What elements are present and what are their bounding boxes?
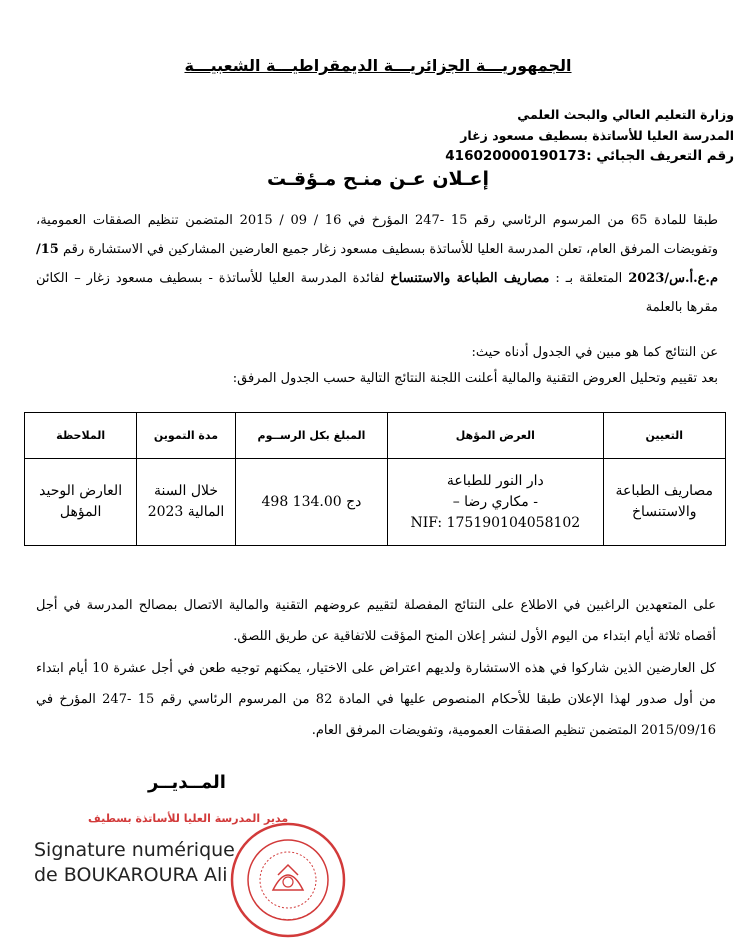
tax-id-line (214, 146, 734, 167)
tax-id-number: 416020000190173 (445, 148, 587, 164)
intro-text-1: طبقا للمادة 65 من المرسوم الرئاسي رقم 15 -247 المؤرخ في 16 / 09 / 2015 المتضمن تنظيم الصفقات العمومية، وتفويضات المرفق العام، تعلن المدرسة العليا للأساتذة بسطيف مسعود زغار جميع العارضين المشاركين في الاستشارة رقم (36, 213, 718, 257)
intro-paragraph (36, 206, 718, 322)
results-intro (36, 340, 718, 392)
header-qualified-offer: العرض المؤهل (388, 413, 603, 459)
institution-header (214, 104, 734, 167)
header-remark: الملاحظة (25, 413, 137, 459)
results-table-header-row (25, 413, 726, 459)
digital-signature (34, 838, 235, 888)
intro-text-2: المتعلقة بـ : (549, 271, 629, 286)
offer-owner: - مكاري رضا – (452, 493, 538, 510)
closing-paragraph-1: على المتعهدين الراغبين في الاطلاع على النتائج المفصلة لتقييم عروضهم التقنية والمالية الاتصال بمصالح المدرسة في أجل أقصاه ثلاثة أيام ابتداء من اليوم الأول لنشر إعلان المنح المؤقت للاتفاقية عن طريق اللصق. (36, 598, 716, 644)
cell-supply-period: خلال السنة المالية 2023 (137, 459, 235, 546)
signature-line-2: de BOUKAROURA Ali (34, 864, 228, 886)
intro-text-3: لفائدة المدرسة العليا للأساتذة - بسطيف مسعود زغار – الكائن مقرها بالعلمة (36, 271, 718, 315)
header-amount: المبلغ بكل الرســوم (235, 413, 387, 459)
results-intro-line-2: بعد تقييم وتحليل العروض التقنية والمالية أعلنت اللجنة النتائج التالية حسب الجدول المرفق: (232, 371, 718, 386)
school-name: المدرسة العليا للأساتذة بسطيف مسعود زغار (460, 128, 734, 143)
cell-designation: مصاريف الطباعة والاستنساخ (603, 459, 725, 546)
consultation-subject: مصاريف الطباعة والاستنساخ (390, 271, 550, 286)
stamp-caption: مدير المدرسة العليا للأساتذة بسطيف (88, 812, 289, 825)
official-seal-icon (228, 820, 348, 940)
closing-paragraph-2: كل العارضين الذين شاركوا في هذه الاستشارة ولديهم اعتراض على الاختيار، يمكنهم توجيه طعن في أجل عشرة 10 أيام ابتداء من أول صدور لهذا الإعلان طبقا للأحكام المنصوص عليها في المادة 82 من المرسوم الرئاسي رقم 15 -247 المؤرخ في 2015/09/16 المتضمن تنظيم الصفقات العمومية، وتفويضات المرفق العام. (36, 661, 716, 738)
cell-remark: العارض الوحيد المؤهل (25, 459, 137, 546)
ministry-name: وزارة التعليم العالي والبحث العلمي (517, 107, 734, 122)
cell-amount (235, 459, 387, 546)
header-supply-period: مدة التموين (137, 413, 235, 459)
cell-qualified-offer (388, 459, 603, 546)
announcement-title: إعـلان عـن منـح مـؤقـت (267, 168, 489, 190)
results-intro-line-1: عن النتائج كما هو مبين في الجدول أدناه حيث: (471, 345, 718, 360)
director-title: المــديــر (148, 772, 226, 793)
results-table (24, 412, 726, 546)
offer-nif: NIF: 175190104058102 (410, 514, 581, 531)
table-row (25, 459, 726, 546)
republic-heading: الجمهوريـــة الجزائريـــة الديمقراطيـــة الشعبيـــة (184, 56, 572, 75)
consultation-number: 15/م.ع.أ.س/2023 (36, 242, 718, 286)
amount-value: 498 134.00 دج (261, 493, 362, 510)
signature-line-1: Signature numérique (34, 839, 235, 861)
tax-id-label: رقم التعريف الجبائي : (586, 148, 734, 164)
header-designation: التعيين (603, 413, 725, 459)
offer-company: دار النور للطباعة (446, 472, 544, 489)
